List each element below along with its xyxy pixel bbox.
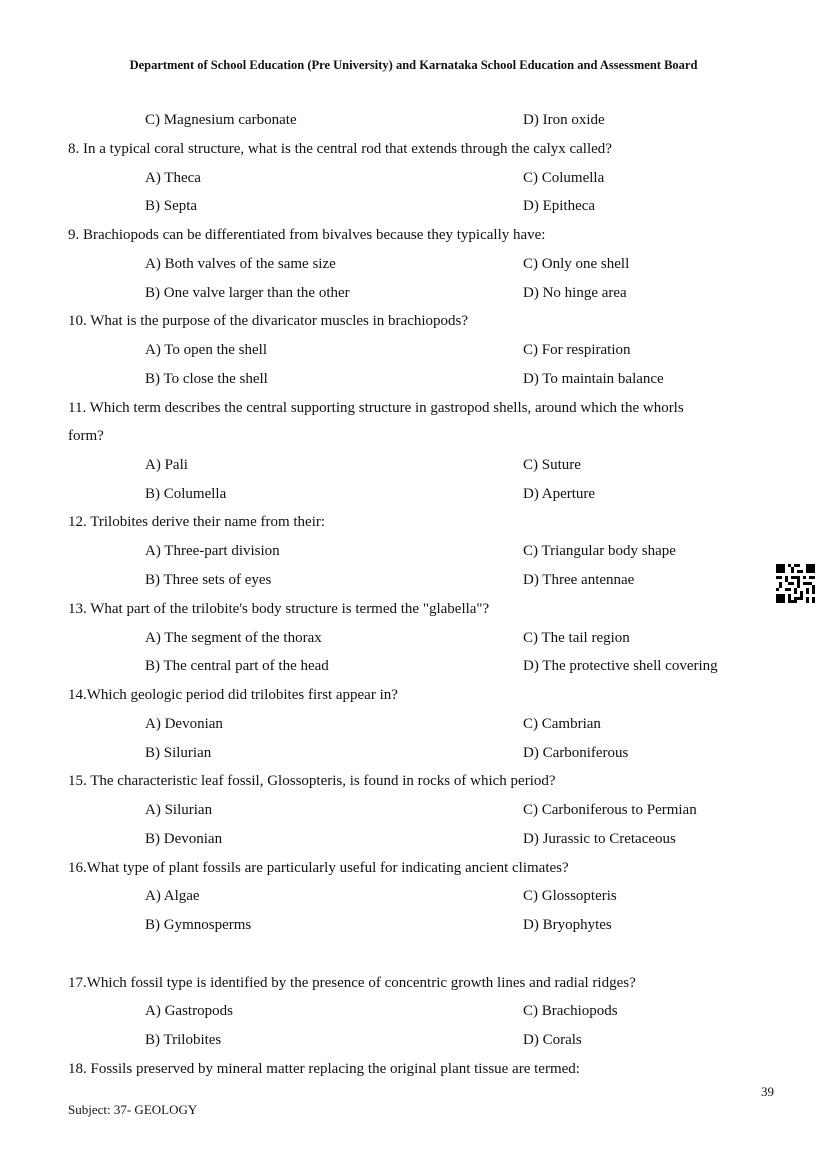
option-b: B) Devonian bbox=[145, 831, 223, 847]
question-15: 15. The characteristic leaf fossil, Glossopteris, is found in rocks of which period? bbox=[68, 773, 556, 789]
option-a: A) The segment of the thorax bbox=[145, 630, 322, 646]
option-c: C) Glossopteris bbox=[523, 888, 617, 904]
option-b: B) Trilobites bbox=[145, 1032, 222, 1048]
option-c: C) Only one shell bbox=[523, 256, 630, 272]
option-d: D) Carboniferous bbox=[523, 745, 629, 761]
question-10: 10. What is the purpose of the divaricator muscles in brachiopods? bbox=[68, 313, 469, 329]
option-d: D) Jurassic to Cretaceous bbox=[523, 831, 676, 847]
option-d: D) Epitheca bbox=[523, 198, 596, 214]
option-c: C) The tail region bbox=[523, 630, 630, 646]
page-header: Department of School Education (Pre University) and Karnataka School Education and Assessment Board bbox=[129, 58, 698, 72]
option-c: C) Brachiopods bbox=[523, 1003, 618, 1019]
option-d: D) The protective shell covering bbox=[523, 658, 718, 674]
option-a: A) Algae bbox=[145, 888, 200, 904]
option-c: C) Suture bbox=[523, 457, 581, 473]
option-b: B) Silurian bbox=[145, 745, 212, 761]
option-d: D) No hinge area bbox=[523, 285, 627, 301]
option-c: C) Triangular body shape bbox=[523, 543, 676, 559]
question-18: 18. Fossils preserved by mineral matter replacing the original plant tissue are termed: bbox=[68, 1061, 580, 1077]
question-13: 13. What part of the trilobite's body structure is termed the "glabella"? bbox=[68, 601, 490, 617]
option-a: A) Silurian bbox=[145, 802, 213, 818]
option-d: D) Three antennae bbox=[523, 572, 635, 588]
option-b: B) One valve larger than the other bbox=[145, 285, 350, 301]
option-a: A) Gastropods bbox=[145, 1003, 233, 1019]
question-16: 16.What type of plant fossils are particularly useful for indicating ancient climates? bbox=[68, 860, 569, 876]
option-a: A) Both valves of the same size bbox=[145, 256, 336, 272]
option-d: D) Aperture bbox=[523, 486, 596, 502]
option-b: B) Gymnosperms bbox=[145, 917, 252, 933]
option-d: D) To maintain balance bbox=[523, 371, 664, 387]
question-12: 12. Trilobites derive their name from their: bbox=[68, 514, 326, 530]
option-c: C) For respiration bbox=[523, 342, 631, 358]
option-a: A) To open the shell bbox=[145, 342, 267, 358]
option-d: D) Iron oxide bbox=[523, 112, 605, 128]
option-a: A) Pali bbox=[145, 457, 188, 473]
question-17: 17.Which fossil type is identified by the presence of concentric growth lines and radial ridges? bbox=[68, 975, 636, 991]
option-b: B) To close the shell bbox=[145, 371, 268, 387]
option-c: C) Columella bbox=[523, 170, 605, 186]
option-c: C) Cambrian bbox=[523, 716, 601, 732]
option-d: D) Bryophytes bbox=[523, 917, 612, 933]
option-b: B) The central part of the head bbox=[145, 658, 329, 674]
option-b: B) Three sets of eyes bbox=[145, 572, 272, 588]
subject-footer: Subject: 37- GEOLOGY bbox=[68, 1102, 198, 1117]
option-a: A) Devonian bbox=[145, 716, 223, 732]
option-c: C) Carboniferous to Permian bbox=[523, 802, 697, 818]
question-9: 9. Brachiopods can be differentiated from bivalves because they typically have: bbox=[68, 227, 546, 243]
question-8: 8. In a typical coral structure, what is the central rod that extends through the calyx called? bbox=[68, 141, 612, 157]
option-b: B) Columella bbox=[145, 486, 227, 502]
question-11-continued: form? bbox=[68, 428, 104, 444]
question-11: 11. Which term describes the central supporting structure in gastropod shells, around which the whorls bbox=[68, 400, 684, 416]
page-number: 39 bbox=[761, 1084, 774, 1099]
option-a: A) Theca bbox=[145, 170, 201, 186]
option-d: D) Corals bbox=[523, 1032, 582, 1048]
question-14: 14.Which geologic period did trilobites first appear in? bbox=[68, 687, 398, 703]
option-c: C) Magnesium carbonate bbox=[145, 112, 297, 128]
option-b: B) Septa bbox=[145, 198, 198, 214]
option-a: A) Three-part division bbox=[145, 543, 280, 559]
qr-code-icon bbox=[776, 564, 815, 603]
